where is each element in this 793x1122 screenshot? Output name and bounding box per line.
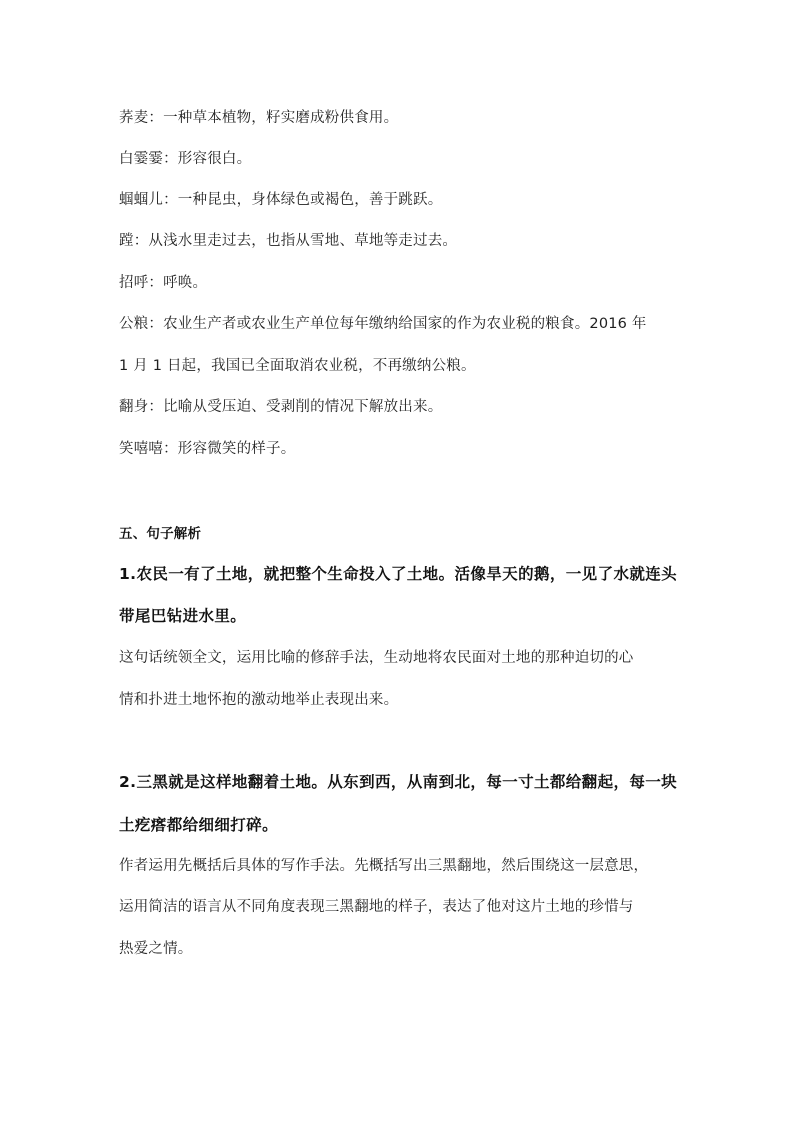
sentence-analysis-line: 情和扑进土地怀抱的激动地举止表现出来。 [119,692,399,708]
sentence-analysis-line: 运用简洁的语言从不同角度表现三黑翻地的样子，表达了他对这片土地的珍惜与 [119,899,634,915]
glossary-line: 1 月 1 日起，我国已全面取消农业税，不再缴纳公粮。 [119,358,476,374]
sentence-analysis-line: 热爱之情。 [119,941,193,957]
sentence-quote-line: 1.农民一有了土地，就把整个生命投入了土地。活像旱天的鹅，一见了水就连头 [119,565,678,583]
sentence-quote-line: 2.三黑就是这样地翻着土地。从东到西，从南到北，每一寸土都给翻起，每一块 [119,773,678,791]
glossary-line: 招呼：呼唤。 [119,275,208,291]
glossary-line: 翻身：比喻从受压迫、受剥削的情况下解放出来。 [119,399,443,415]
sentence-quote-line: 带尾巴钻进水里。 [119,607,247,625]
section-heading: 五、句子解析 [119,526,202,542]
sentence-quote-line: 土疙瘩都给细细打碎。 [119,816,279,834]
glossary-line: 公粮：农业生产者或农业生产单位每年缴纳给国家的作为农业税的粮食。2016 年 [119,316,647,332]
sentence-analysis-line: 作者运用先概括后具体的写作手法。先概括写出三黑翻地，然后围绕这一层意思， [119,858,649,874]
glossary-line: 荞麦：一种草本植物，籽实磨成粉供食用。 [119,110,399,126]
glossary-line: 白霎霎：形容很白。 [119,151,252,167]
glossary-line: 笑嘻嘻：形容微笑的样子。 [119,441,296,457]
glossary-line: 蝈蝈儿：一种昆虫，身体绿色或褐色，善于跳跃。 [119,192,443,208]
glossary-line: 蹚：从浅水里走过去，也指从雪地、草地等走过去。 [119,233,458,249]
sentence-analysis-line: 这句话统领全文，运用比喻的修辞手法，生动地将农民面对土地的那种迫切的心 [119,650,634,666]
